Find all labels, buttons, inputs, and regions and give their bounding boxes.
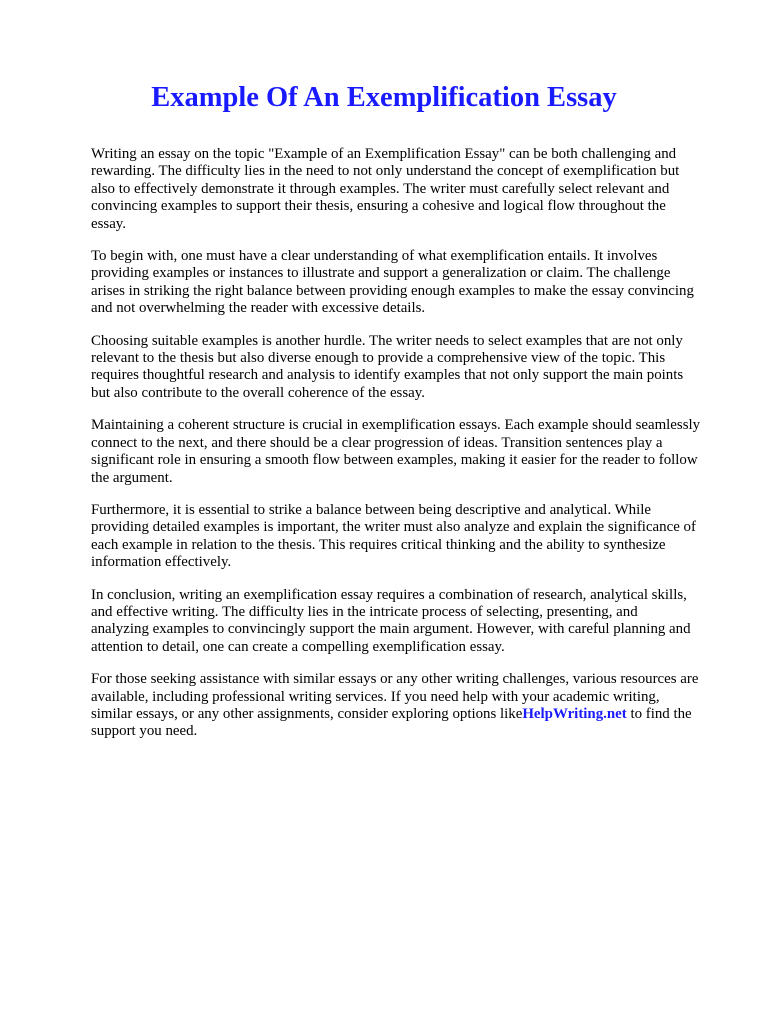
paragraph-line: arises in striking the right balance between providing enough examples to make the essay convincing (91, 282, 694, 299)
paragraph-line: Maintaining a coherent structure is crucial in exemplification essays. Each example should seamlessly (91, 417, 701, 434)
paragraph-line-with-link (91, 706, 731, 723)
paragraph-line: Furthermore, it is essential to strike a balance between being descriptive and analytical. While (91, 501, 651, 518)
paragraph-6 (91, 587, 731, 657)
paragraph-line: To begin with, one must have a clear understanding of what exemplification entails. It involves (91, 248, 658, 265)
paragraph-line: available, including professional writing services. If you need help with your academic writing, (91, 688, 660, 705)
paragraph-line: information effectively. (91, 554, 232, 571)
paragraph-line: convincing examples to support their thesis, ensuring a cohesive and logical flow throughout the (91, 198, 666, 215)
paragraph-4 (91, 417, 731, 487)
paragraph-line: also to effectively demonstrate it through examples. The writer must carefully select relevant and (91, 180, 670, 197)
paragraph-line: providing examples or instances to illustrate and support a generalization or claim. The challenge (91, 265, 671, 282)
paragraph-1 (91, 146, 731, 233)
paragraph-line: In conclusion, writing an exemplification essay requires a combination of research, analytical skills, (91, 586, 687, 603)
paragraph-3 (91, 333, 731, 403)
paragraph-line: Writing an essay on the topic "Example of an Exemplification Essay" can be both challenging and (91, 146, 677, 162)
link-trail-text: to find the (626, 705, 692, 722)
paragraph-line: requires thoughtful research and analysis to identify examples that not only support the main points (91, 367, 684, 384)
helpwriting-link[interactable]: HelpWriting.net (522, 705, 627, 722)
paragraph-line: connect to the next, and there should be a clear progression of ideas. Transition sentences play a (91, 434, 663, 451)
paragraph-2 (91, 248, 731, 318)
paragraph-line: the argument. (91, 469, 173, 486)
link-lead-text: similar essays, or any other assignments, consider exploring options like (91, 705, 523, 722)
paragraph-line: Choosing suitable examples is another hurdle. The writer needs to select examples that are not only (91, 332, 683, 349)
paragraph-line: For those seeking assistance with similar essays or any other writing challenges, various resources are (91, 671, 699, 688)
paragraph-line: providing detailed examples is important, the writer must also analyze and explain the significance of (91, 519, 696, 536)
paragraph-line: relevant to the thesis but also diverse enough to provide a comprehensive view of the topic. This (91, 350, 666, 367)
paragraph-5 (91, 502, 731, 572)
essay-body (91, 146, 731, 756)
paragraph-line: attention to detail, one can create a compelling exemplification essay. (91, 638, 505, 655)
paragraph-line: and not overwhelming the reader with excessive details. (91, 300, 426, 317)
page-title: Example Of An Exemplification Essay (151, 82, 617, 113)
paragraph-line: essay. (91, 215, 127, 232)
paragraph-line: and effective writing. The difficulty lies in the intricate process of selecting, presenting, and (91, 603, 638, 620)
paragraph-line: support you need. (91, 723, 198, 740)
paragraph-line: significant role in ensuring a smooth flow between examples, making it easier for the reader to follow (91, 452, 698, 469)
paragraph-line: each example in relation to the thesis. This requires critical thinking and the ability to synthesize (91, 536, 666, 553)
paragraph-7 (91, 671, 731, 741)
paragraph-line: analyzing examples to convincingly support the main argument. However, with careful planning and (91, 621, 691, 638)
paragraph-line: rewarding. The difficulty lies in the need to not only understand the concept of exemplification but (91, 163, 680, 180)
paragraph-line: but also contribute to the overall coherence of the essay. (91, 384, 425, 401)
